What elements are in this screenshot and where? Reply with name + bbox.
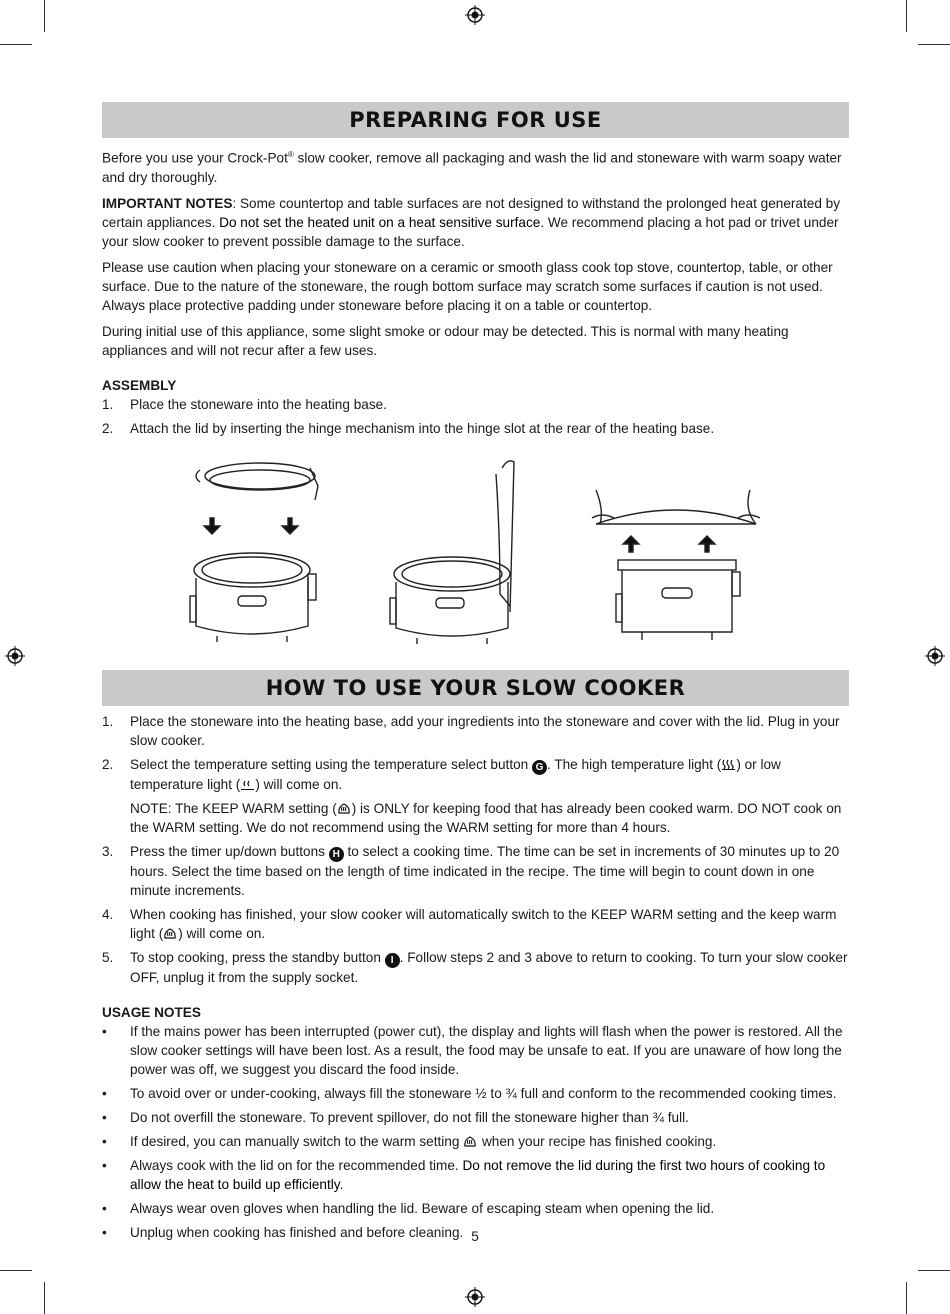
crop-mark [0, 1270, 32, 1271]
crop-mark [0, 44, 32, 45]
list-item: 1. Place the stoneware into the heating base. [102, 396, 387, 412]
section-title-preparing: PREPARING FOR USE [102, 102, 849, 138]
standby-button-i-icon: I [385, 953, 400, 968]
emphasis-text: Do not set the heated unit on a heat sensitive surface. [219, 214, 545, 230]
important-notes-paragraph: IMPORTANT NOTES: Some countertop and table surfaces are not designed to withstand the prolonged heat generated by certain appliances. Do not set the heated unit on a heat sensitive surface. We recommend placing a hot pad or trivet under your slow cooker to prevent possible damage to the surface. [102, 195, 841, 249]
crop-mark [44, 1282, 45, 1314]
list-item: 2. Select the temperature setting using the temperature select button G . The high temperature light ( ) or low temperature light ( ) will come on. [102, 756, 781, 792]
temperature-button-g-icon: G [532, 760, 547, 775]
slow-cooker-drawings-icon [102, 448, 849, 660]
list-item: • Always wear oven gloves when handling the lid. Beware of escaping steam when opening the lid. [102, 1200, 715, 1216]
crop-mark [918, 1270, 950, 1271]
emphasis-text: Do not remove the lid during the first two hours of cooking to allow the heat to build up efficiently [130, 1157, 826, 1192]
crop-mark [906, 0, 907, 32]
keep-warm-note: NOTE: The KEEP WARM setting ( ) is ONLY for keeping food that has already been cooked warm. DO NOT cook on the WARM setting. We do not recommend using the WARM setting for more than 4 hours. [130, 800, 842, 835]
registration-mark-icon [465, 1287, 485, 1307]
keep-warm-icon [463, 1135, 478, 1147]
crop-mark [918, 44, 950, 45]
list-item: • If the mains power has been interrupted (power cut), the display and lights will flash when the power is restored. All the slow cooker settings will have been lost. As a result, the food may be unsafe to eat. If you are unaware of how long the power was off, we suggest you discard the food inside. [102, 1023, 843, 1077]
low-heat-icon [240, 778, 255, 790]
list-item: 3. Press the timer up/down buttons H to select a cooking time. The time can be set in increments of 30 minutes up to 20 hours. Select the time based on the length of time indicated in the recipe. The time will begin to count down in one minute increments. [102, 843, 840, 898]
section-title-how-to-use: HOW TO USE YOUR SLOW COOKER [102, 670, 849, 706]
list-item: 1. Place the stoneware into the heating base, add your ingredients into the stoneware and cover with the lid. Plug in your slow cooker. [102, 713, 840, 748]
crop-mark [44, 0, 45, 32]
list-item: • Unplug when cooking has finished and before cleaning. [102, 1224, 464, 1240]
page-number: 5 [471, 1229, 479, 1244]
keep-warm-icon [337, 802, 352, 814]
list-item: • Do not overfill the stoneware. To prevent spillover, do not fill the stoneware higher than ¾ full. [102, 1109, 689, 1125]
list-item: 5. To stop cooking, press the standby button I . Follow steps 2 and 3 above to return to cooking. To turn your slow cooker OFF, unplug it from the supply socket. [102, 949, 848, 985]
timer-button-h-icon: H [329, 847, 344, 862]
list-item: • To avoid over or under-cooking, always fill the stoneware ½ to ¾ full and conform to the recommended cooking times. [102, 1085, 837, 1101]
list-item: • Always cook with the lid on for the recommended time. Do not remove the lid during the first two hours of cooking to allow the heat to build up efficiently. [102, 1157, 826, 1192]
keep-warm-icon [163, 927, 178, 939]
page-content [102, 102, 849, 1242]
registration-mark-icon [465, 5, 485, 25]
list-item: • If desired, you can manually switch to the warm setting when your recipe has finished cooking. [102, 1133, 717, 1149]
usage-notes-heading: USAGE NOTES [102, 1004, 201, 1020]
crop-mark [906, 1282, 907, 1314]
intro-paragraph: Before you use your Crock-Pot® slow cooker, remove all packaging and wash the lid and stoneware with warm soapy water and dry thoroughly. [102, 150, 842, 185]
important-notes-label: IMPORTANT NOTES [102, 195, 233, 211]
registration-mark-icon [5, 646, 25, 666]
caution-paragraph: Please use caution when placing your stoneware on a ceramic or smooth glass cook top stove, countertop, table, or other surface. Due to the nature of the stoneware, the rough bottom surface may scratch some surfaces if caution is not used. Always place protective padding under stoneware before placing it on a table or countertop. [102, 259, 833, 313]
assembly-heading: ASSEMBLY [102, 377, 177, 393]
list-item: 2. Attach the lid by inserting the hinge mechanism into the hinge slot at the rear of the heating base. [102, 420, 715, 436]
registration-mark-icon [925, 646, 945, 666]
list-item: 4. When cooking has finished, your slow cooker will automatically switch to the KEEP WARM setting and the keep warm light ( ) will come on. [102, 906, 837, 941]
high-heat-icon [721, 758, 736, 770]
assembly-illustration [102, 448, 849, 668]
initial-use-paragraph: During initial use of this appliance, some slight smoke or odour may be detected. This is normal with many heating appliances and will not recur after a few uses. [102, 323, 789, 358]
